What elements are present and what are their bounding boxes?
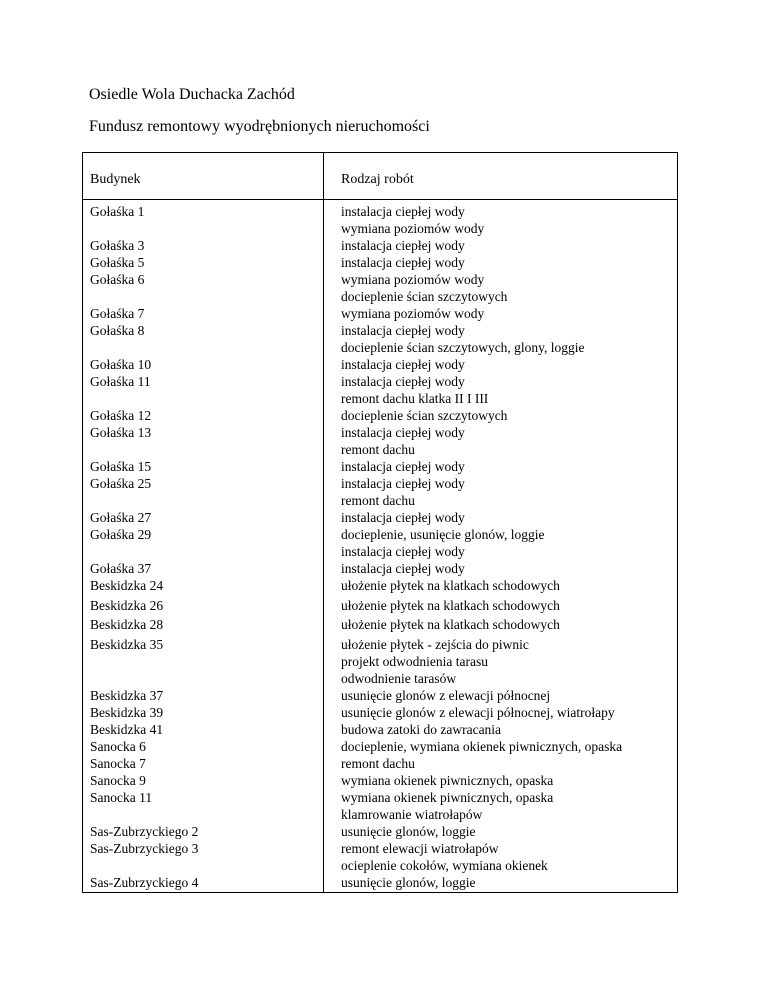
building-cell: Beskidzka 37: [90, 688, 164, 703]
works-cell: usunięcie glonów z elewacji północnej: [341, 688, 551, 703]
works-cell: docieplenie ścian szczytowych: [341, 289, 508, 304]
building-cell: Gołaśka 25: [90, 476, 152, 491]
building-cell: Beskidzka 39: [90, 705, 164, 720]
document-subtitle: Fundusz remontowy wyodrębnionych nieruchomości: [89, 118, 430, 135]
building-cell: Gołaśka 29: [90, 527, 152, 542]
works-cell: instalacja ciepłej wody: [341, 459, 465, 474]
header-works: Rodzaj robót: [341, 172, 414, 187]
works-cell: instalacja ciepłej wody: [341, 323, 465, 338]
works-cell: remont dachu: [341, 493, 415, 508]
building-cell: Beskidzka 24: [90, 578, 164, 593]
works-cell: docieplenie ścian szczytowych, glony, loggie: [341, 340, 585, 355]
works-cell: usunięcie glonów z elewacji północnej, wiatrołapy: [341, 705, 615, 720]
works-cell: ułożenie płytek na klatkach schodowych: [341, 598, 560, 613]
works-cell: wymiana okienek piwnicznych, opaska: [341, 773, 554, 788]
building-cell: Gołaśka 12: [90, 408, 152, 423]
building-cell: Gołaśka 7: [90, 306, 145, 321]
works-cell: wymiana poziomów wody: [341, 221, 485, 236]
building-cell: Beskidzka 26: [90, 598, 164, 613]
works-cell: budowa zatoki do zawracania: [341, 722, 502, 737]
document-title: Osiedle Wola Duchacka Zachód: [89, 86, 295, 103]
building-cell: Sanocka 9: [90, 773, 146, 788]
works-cell: instalacja ciepłej wody: [341, 561, 465, 576]
building-cell: Beskidzka 28: [90, 617, 164, 632]
building-cell: Gołaśka 13: [90, 425, 152, 440]
building-cell: Gołaśka 27: [90, 510, 152, 525]
building-cell: Gołaśka 5: [90, 255, 145, 270]
column-divider: [323, 153, 324, 892]
works-cell: docieplenie, usunięcie glonów, loggie: [341, 527, 545, 542]
building-cell: Gołaśka 6: [90, 272, 145, 287]
building-cell: Gołaśka 10: [90, 357, 152, 372]
building-cell: Gołaśka 11: [90, 374, 151, 389]
building-cell: Sas-Zubrzyckiego 2: [90, 824, 199, 839]
works-cell: instalacja ciepłej wody: [341, 476, 465, 491]
works-cell: docieplenie ścian szczytowych: [341, 408, 508, 423]
works-cell: klamrowanie wiatrołapów: [341, 807, 483, 822]
works-cell: projekt odwodnienia tarasu: [341, 654, 488, 669]
header-building: Budynek: [90, 172, 141, 187]
works-cell: instalacja ciepłej wody: [341, 255, 465, 270]
works-cell: remont elewacji wiatrołapów: [341, 841, 499, 856]
works-cell: usunięcie glonów, loggie: [341, 824, 476, 839]
works-cell: instalacja ciepłej wody: [341, 204, 465, 219]
works-cell: ocieplenie cokołów, wymiana okienek: [341, 858, 548, 873]
works-cell: ułożenie płytek na klatkach schodowych: [341, 617, 560, 632]
building-cell: Gołaśka 8: [90, 323, 145, 338]
works-cell: instalacja ciepłej wody: [341, 425, 465, 440]
building-cell: Sanocka 6: [90, 739, 146, 754]
header-divider: [83, 199, 677, 200]
renovation-table: [82, 152, 678, 893]
building-cell: Gołaśka 3: [90, 238, 145, 253]
works-cell: usunięcie glonów, loggie: [341, 875, 476, 890]
works-cell: wymiana poziomów wody: [341, 306, 485, 321]
works-cell: instalacja ciepłej wody: [341, 374, 465, 389]
works-cell: instalacja ciepłej wody: [341, 357, 465, 372]
works-cell: instalacja ciepłej wody: [341, 510, 465, 525]
works-cell: instalacja ciepłej wody: [341, 544, 465, 559]
building-cell: Beskidzka 35: [90, 637, 164, 652]
works-cell: ułożenie płytek na klatkach schodowych: [341, 578, 560, 593]
works-cell: remont dachu: [341, 756, 415, 771]
building-cell: Sas-Zubrzyckiego 3: [90, 841, 199, 856]
works-cell: remont dachu: [341, 442, 415, 457]
building-cell: Gołaśka 37: [90, 561, 152, 576]
building-cell: Sanocka 7: [90, 756, 146, 771]
works-cell: docieplenie, wymiana okienek piwnicznych, opaska: [341, 739, 623, 754]
works-cell: instalacja ciepłej wody: [341, 238, 465, 253]
building-cell: Sanocka 11: [90, 790, 153, 805]
building-cell: Gołaśka 1: [90, 204, 145, 219]
building-cell: Gołaśka 15: [90, 459, 152, 474]
works-cell: wymiana poziomów wody: [341, 272, 485, 287]
works-cell: remont dachu klatka II I III: [341, 391, 489, 406]
building-cell: Beskidzka 41: [90, 722, 164, 737]
works-cell: odwodnienie tarasów: [341, 671, 457, 686]
works-cell: ułożenie płytek - zejścia do piwnic: [341, 637, 529, 652]
building-cell: Sas-Zubrzyckiego 4: [90, 875, 199, 890]
works-cell: wymiana okienek piwnicznych, opaska: [341, 790, 554, 805]
